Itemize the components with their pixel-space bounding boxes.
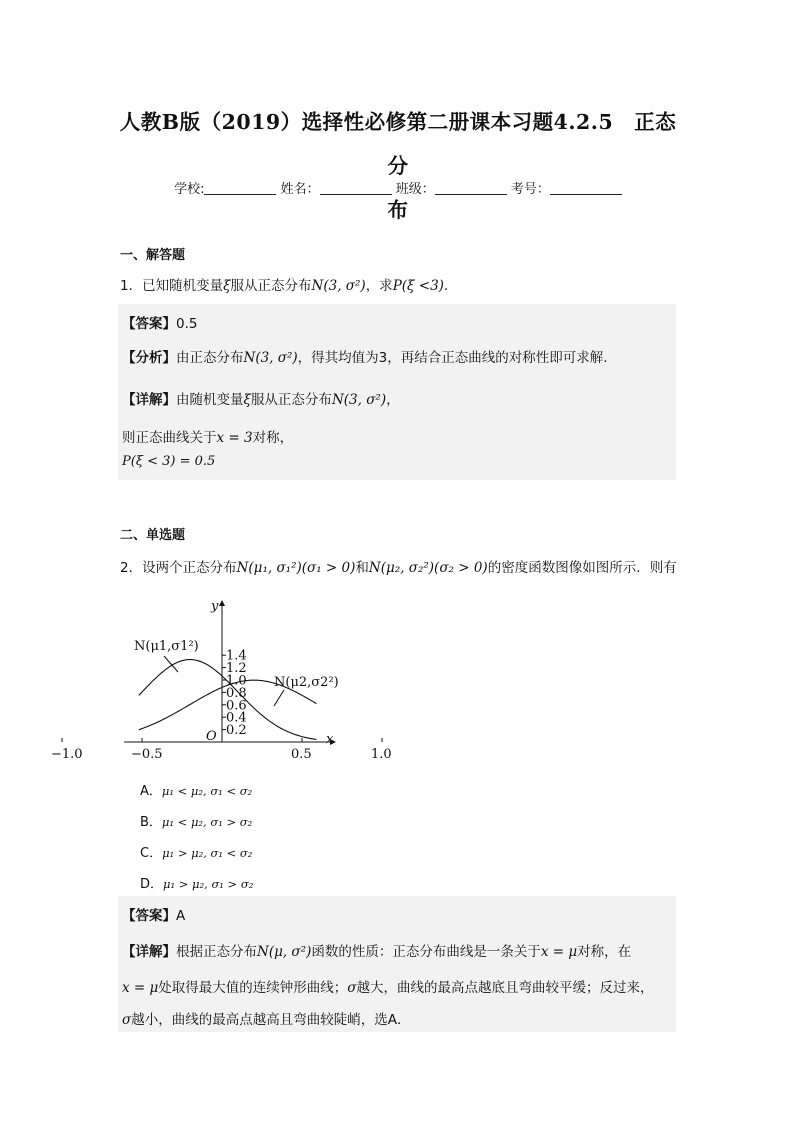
option-letter: C． <box>140 846 163 861</box>
analysis-label: 【分析】 <box>122 350 176 366</box>
option-b[interactable] <box>140 811 252 830</box>
detail-label: 【详解】 <box>122 392 176 408</box>
detail-line2-a: 处取得最大值的连续钟形曲线； <box>158 980 348 996</box>
detail-line1-b: 函数的性质：正态分布曲线是一条关于 <box>311 944 541 960</box>
detail-line2-eq: x = μ <box>122 980 159 996</box>
y-tick-label: 0.8 <box>226 685 247 701</box>
q1-text-c: ，求 <box>365 278 393 294</box>
q2-text-b: 和 <box>355 560 369 576</box>
series-label-2: N(μ2,σ2²) <box>274 675 339 690</box>
question-number: 1． <box>120 278 143 294</box>
answer-label: 【答案】 <box>122 316 176 332</box>
student-info-row <box>118 180 678 200</box>
section-heading-2: 二、单选题 <box>120 528 186 543</box>
q1-detail-line-2 <box>122 426 293 446</box>
y-axis-arrow <box>219 600 225 606</box>
title-line-2: 布 <box>387 198 409 222</box>
detail-line1-eq: x = μ <box>540 944 578 960</box>
q1-detail <box>122 388 400 408</box>
option-expr: μ₁ < μ₂, σ₁ < σ₂ <box>161 784 253 798</box>
x-tick-label: 1.0 <box>371 747 392 762</box>
analysis-mean: 3 <box>378 350 388 366</box>
analysis-dist: N(3, σ²) <box>243 350 298 366</box>
q2-answer <box>122 904 185 924</box>
q1-text-b: 服从正态分布 <box>230 278 312 294</box>
detail-line1-dist: N(μ, σ²) <box>257 944 312 960</box>
section-heading-1: 一、解答题 <box>120 248 186 263</box>
option-letter: D． <box>140 877 164 892</box>
q1-target: P(ξ <3) <box>392 278 444 294</box>
detail-text-c: ， <box>386 392 400 408</box>
option-letter: B． <box>140 815 162 830</box>
y-tick-label: 1.4 <box>226 648 247 664</box>
q2-text-a: 设两个正态分布 <box>142 560 237 576</box>
question-2 <box>120 556 677 576</box>
analysis-text-c: ，再结合正态曲线的对称性即可求解. <box>387 350 608 366</box>
y-tick-label: 1.0 <box>226 673 247 689</box>
answer-label: 【答案】 <box>122 908 176 924</box>
class-label: 班级： <box>395 182 435 197</box>
page-title <box>118 100 678 232</box>
analysis-text-a: 由正态分布 <box>176 350 244 366</box>
exam-number-blank[interactable] <box>550 180 622 195</box>
series-leader-2 <box>274 690 284 706</box>
q2-dist2: N(μ₂, σ₂²)(σ₂ > 0) <box>368 560 488 576</box>
x-tick-label: −1.0 <box>51 747 83 762</box>
detail-line3-a: 越小，曲线的最高点越高且弯曲较陡峭，选A． <box>131 1012 411 1028</box>
q1-var: ξ <box>223 278 231 294</box>
name-blank[interactable] <box>320 180 392 195</box>
detail-line2-b: 对称， <box>252 430 294 446</box>
y-tick-label: 1.2 <box>226 661 247 677</box>
answer-value: 0.5 <box>176 316 198 332</box>
analysis-text-b: ，得其均值为 <box>297 350 379 366</box>
detail-line2-a: 则正态曲线关于 <box>122 430 217 446</box>
question-number: 2． <box>120 560 143 576</box>
y-tick-label: 0.4 <box>226 710 247 726</box>
q2-dist1: N(μ₁, σ₁²)(σ₁ > 0) <box>236 560 356 576</box>
option-letter: A． <box>140 784 162 799</box>
q1-text-d: ． <box>443 278 458 294</box>
chart-axes <box>62 600 382 745</box>
exam-number-label: 考号： <box>510 182 550 197</box>
q2-text-c: 的密度函数图像如图所示．则有 <box>487 560 677 576</box>
chart-labels <box>51 599 392 762</box>
school-blank[interactable] <box>204 180 276 195</box>
q2-detail-line-2 <box>122 976 654 996</box>
x-axis-label: x <box>326 732 334 747</box>
option-expr: μ₁ < μ₂, σ₁ > σ₂ <box>161 815 253 829</box>
answer-value: A <box>176 908 186 924</box>
detail-line3-sigma: σ <box>122 1012 132 1028</box>
q1-analysis <box>122 346 608 366</box>
detail-line3: P(ξ < 3) = 0.5 <box>122 454 216 469</box>
option-expr: μ₁ > μ₂, σ₁ < σ₂ <box>162 846 253 860</box>
detail-line1-c: 对称，在 <box>577 944 632 960</box>
detail-line1-a: 根据正态分布 <box>176 944 257 960</box>
q1-text-a: 已知随机变量 <box>142 278 224 294</box>
y-tick-label: 0.6 <box>226 698 247 714</box>
x-tick-label: 0.5 <box>291 747 312 762</box>
normal-density-chart <box>51 592 392 764</box>
question-1 <box>120 274 457 294</box>
option-expr: μ₁ > μ₂, σ₁ > σ₂ <box>163 877 254 891</box>
detail-dist: N(3, σ²) <box>331 392 387 408</box>
detail-line2-b: 越大，曲线的最高点越底且弯曲较平缓；反过来， <box>356 980 654 996</box>
class-blank[interactable] <box>435 180 507 195</box>
option-d[interactable] <box>140 873 253 892</box>
q1-answer <box>122 312 197 332</box>
q2-solution-box <box>118 896 676 1032</box>
option-c[interactable] <box>140 842 252 861</box>
school-label: 学校: <box>174 182 205 197</box>
series-label-1: N(μ1,σ1²) <box>134 639 199 654</box>
name-label: 姓名： <box>280 182 320 197</box>
detail-label: 【详解】 <box>122 944 176 960</box>
detail-line2-sigma: σ <box>347 980 357 996</box>
title-line-1: 人教B版（2019）选择性必修第二册课本习题4.2.5 正态分 <box>119 110 677 178</box>
detail-var: ξ <box>243 392 251 408</box>
y-axis-label: y <box>211 599 219 614</box>
detail-text-a: 由随机变量 <box>176 392 244 408</box>
detail-text-b: 服从正态分布 <box>250 392 332 408</box>
x-tick-label: −0.5 <box>131 747 163 762</box>
q1-solution-box <box>118 304 676 480</box>
y-tick-label: 0.2 <box>226 723 247 739</box>
option-a[interactable] <box>140 780 252 799</box>
detail-line2-eq: x = 3 <box>216 430 253 446</box>
q1-dist: N(3, σ²) <box>311 278 366 294</box>
q1-detail-line-3 <box>122 454 215 469</box>
q2-detail <box>122 940 631 960</box>
q2-detail-line-3 <box>122 1008 410 1028</box>
origin-label: O <box>206 729 217 744</box>
